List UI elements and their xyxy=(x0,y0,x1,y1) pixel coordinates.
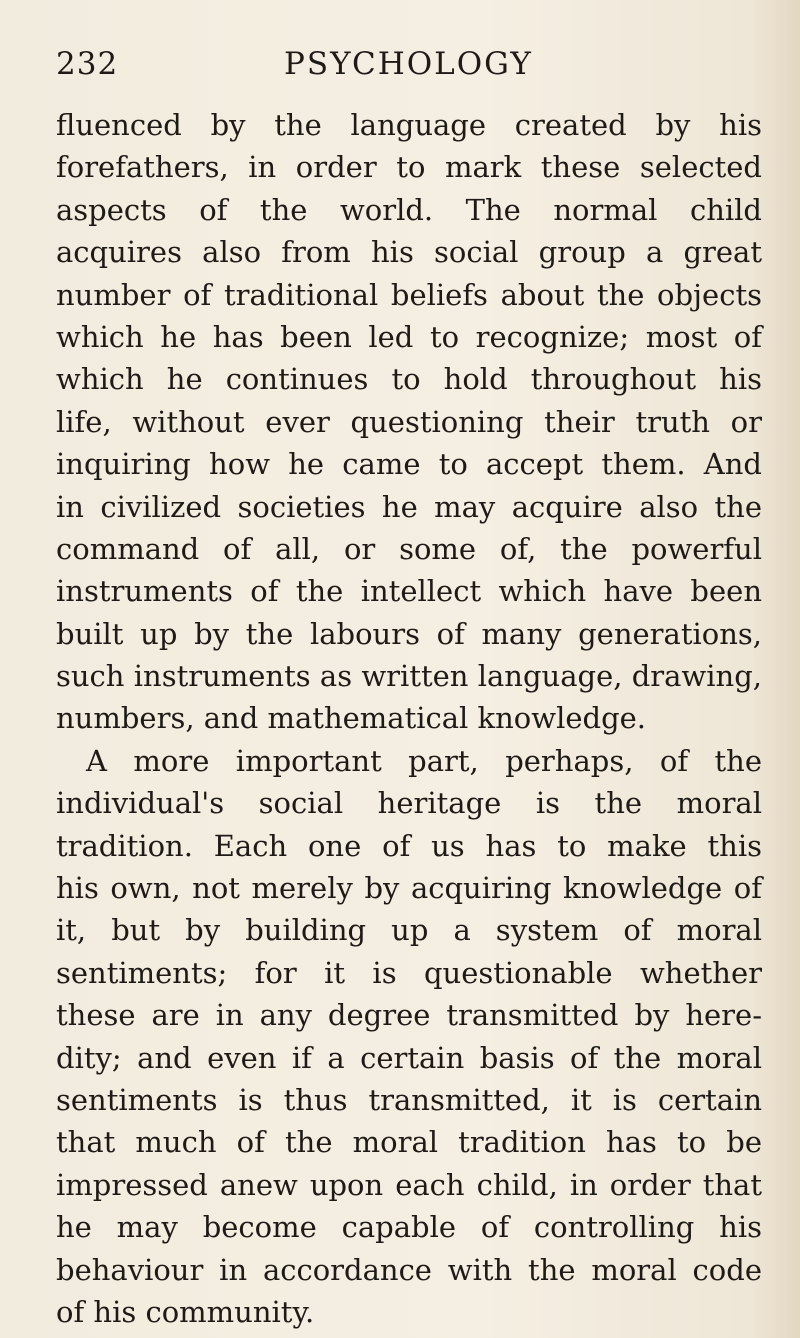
text-line: behaviour in accordance with the moral code xyxy=(56,1252,762,1287)
body-text xyxy=(56,104,762,1333)
text-line: impressed anew upon each child, in order that xyxy=(56,1167,762,1202)
text-line: in civilized societies he may acquire also the xyxy=(56,489,762,524)
text-line: number of traditional beliefs about the objects xyxy=(56,277,762,312)
text-line: life, without ever questioning their truth or xyxy=(56,404,762,439)
paragraph-start-line: A more important part, perhaps, of the xyxy=(86,743,762,778)
text-line: which he continues to hold throughout his xyxy=(56,362,762,397)
text-line: forefathers, in order to mark these selected xyxy=(56,150,762,185)
text-line: sentiments is thus transmitted, it is certain xyxy=(56,1082,762,1117)
text-line: these are in any degree transmitted by here- xyxy=(56,998,762,1033)
text-line: acquires also from his social group a great xyxy=(56,235,762,270)
text-line: built up by the labours of many generations, xyxy=(56,616,762,651)
text-line: dity; and even if a certain basis of the moral xyxy=(56,1040,762,1075)
text-line: it, but by building up a system of moral xyxy=(56,913,762,948)
running-head xyxy=(56,46,746,90)
text-line: individual's social heritage is the moral xyxy=(56,786,762,821)
text-line: his own, not merely by acquiring knowledge of xyxy=(56,871,762,906)
paragraph-end-line: of his community. xyxy=(56,1294,315,1329)
text-line: aspects of the world. The normal child xyxy=(56,192,762,227)
text-line: he may become capable of controlling his xyxy=(56,1210,762,1245)
text-line: which he has been led to recognize; most of xyxy=(56,319,762,354)
paragraph-end-line: numbers, and mathematical knowledge. xyxy=(56,701,647,736)
text-line: tradition. Each one of us has to make this xyxy=(56,828,762,863)
text-line: such instruments as written language, drawing, xyxy=(56,659,762,694)
page-number: 232 xyxy=(56,46,119,82)
text-line: inquiring how he came to accept them. And xyxy=(56,447,762,482)
text-line: fluenced by the language created by his xyxy=(56,108,762,142)
text-line: instruments of the intellect which have been xyxy=(56,574,762,609)
text-line: that much of the moral tradition has to be xyxy=(56,1125,762,1160)
running-title: PSYCHOLOGY xyxy=(284,46,533,82)
text-line: command of all, or some of, the powerful xyxy=(56,531,762,566)
text-line: sentiments; for it is questionable whether xyxy=(56,955,762,990)
